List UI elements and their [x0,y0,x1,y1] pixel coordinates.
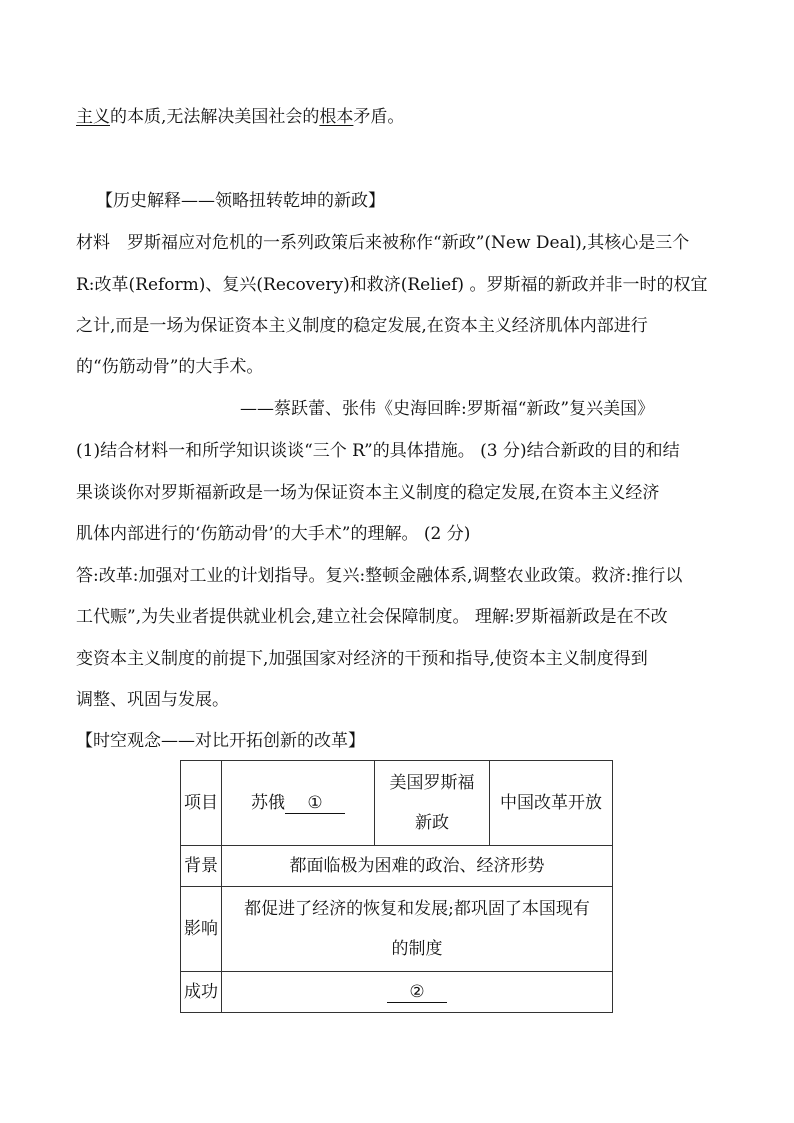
table-cell: 苏俄 ① [222,761,375,846]
table-cell: 都面临极为困难的政治、经济形势 [222,846,613,887]
underlined-term: 根本 [319,107,354,127]
answer-line: 答:改革:加强对工业的计划指导。复兴:整顿金融体系,调整农业政策。救济:推行以 [76,566,683,586]
answer-line: 变资本主义制度的前提下,加强国家对经济的干预和指导,使资本主义制度得到 [76,649,648,669]
question-line: (1)结合材料一和所学知识谈谈“三个 R”的具体措施。 (3 分)结合新政的目的和结 [76,441,680,461]
table-cell: 影响 [181,887,222,972]
answer-line: 调整、巩固与发展。 [76,690,229,710]
table-cell: 成功 [181,972,222,1013]
underlined-term: 主义 [76,107,110,127]
material-line: 之计,而是一场为保证资本主义制度的稳定发展,在资本主义经济肌体内部进行 [76,316,648,336]
answer-line: 工代赈”,为失业者提供就业机会,建立社会保障制度。 理解:罗斯福新政是在不改 [76,607,668,627]
table-cell: 背景 [181,846,222,887]
table-cell: 中国改革开放 [490,761,613,846]
table-row [181,846,613,887]
material-source: ——蔡跃蕾、张伟《史海回眸:罗斯福“新政”复兴美国》 [240,399,655,419]
table-row [181,972,613,1013]
fill-blank-2: ② [387,982,447,1003]
question-line: 肌体内部进行的‘伤筋动骨’的大手术”的理解。 (2 分) [76,524,471,544]
table-row [181,761,613,846]
section-heading-timespace: 【时空观念——对比开拓创新的改革】 [76,731,365,751]
intro-line: 主义的本质,无法解决美国社会的根本矛盾。 [76,107,405,127]
table-cell: 美国罗斯福 新政 [375,761,490,846]
fill-blank-1: ① [285,793,345,814]
question-line: 果谈谈你对罗斯福新政是一场为保证资本主义制度的稳定发展,在资本主义经济 [76,483,660,503]
material-line: 材料 罗斯福应对危机的一系列政策后来被称作“新政”(New Deal),其核心是三个 [76,233,690,253]
comparison-table [180,760,613,1013]
table-row [181,887,613,972]
material-line: R:改革(Reform)、复兴(Recovery)和救济(Relief) 。罗斯福的新政并非一时的权宜 [76,275,708,295]
section-heading-history: 【历史解释——领略扭转乾坤的新政】 [96,191,385,211]
table-cell: 项目 [181,761,222,846]
table-cell [222,972,613,1013]
table-cell: 都促进了经济的恢复和发展;都巩固了本国现有 的制度 [222,887,613,972]
material-line: 的“伤筋动骨”的大手术。 [76,357,264,377]
